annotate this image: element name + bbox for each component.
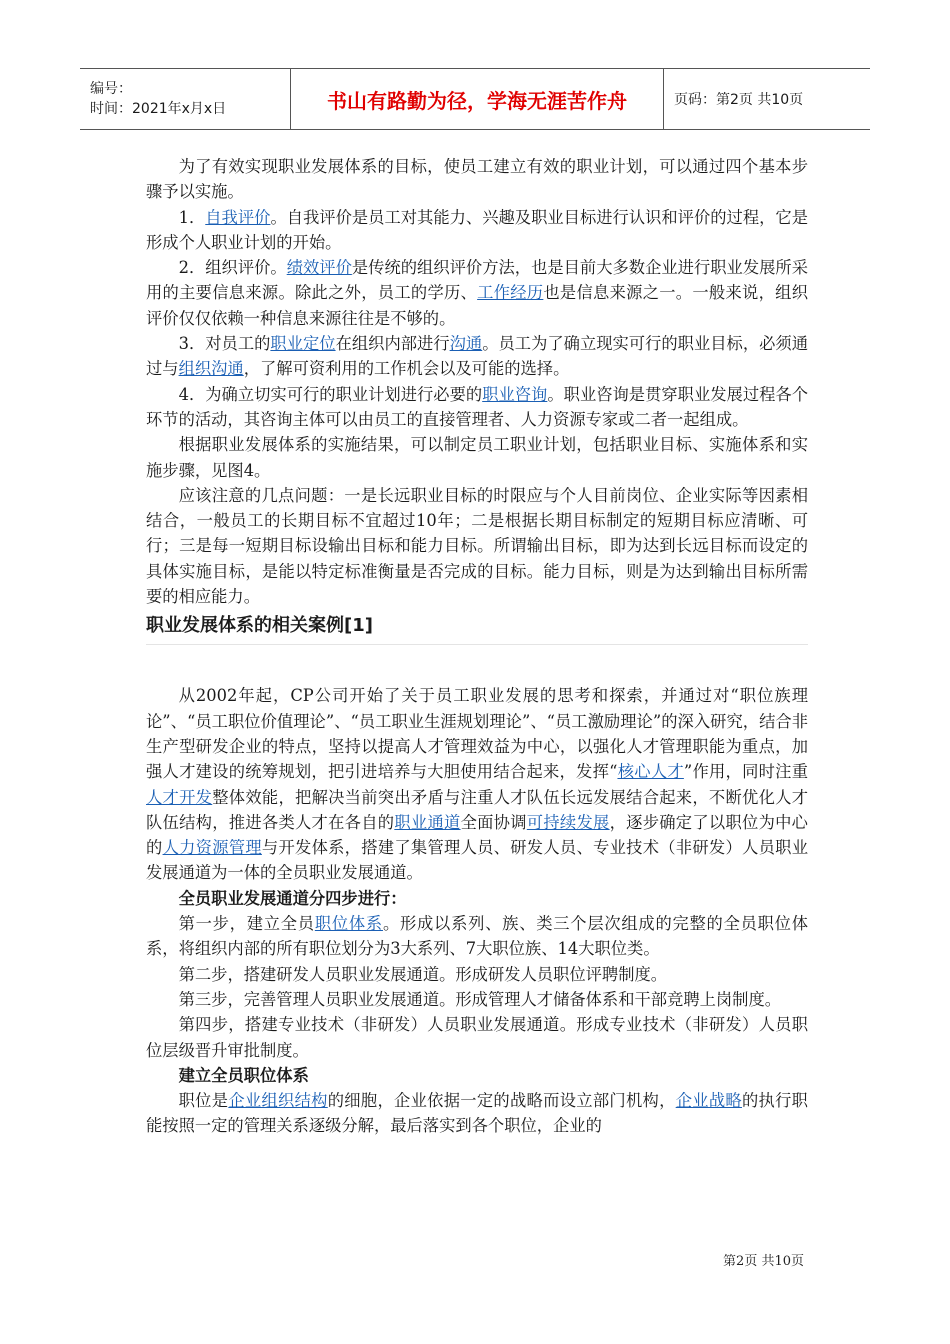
link-career-positioning[interactable]: 职业定位 [270,334,336,354]
subheading-four-steps: 全员职业发展通道分四步进行： [178,888,407,908]
paragraph-step-2: 2．组织评价。绩效评价是传统的组织评价方法，也是目前大多数企业进行职业发展所采用的主要信息来源。除此之外，员工的学历、工作经历也是信息来源之一。一般来说，组织评价仅仅依赖一种信息来源往往是不够的。 [146,258,808,328]
paragraph-third-step: 第三步，完善管理人员职业发展通道。形成管理人才储备体系和干部竞聘上岗制度。 [178,989,782,1009]
header-meta [80,69,291,129]
paragraph-step-3: 3．对员工的职业定位在组织内部进行沟通。员工为了确立现实可行的职业目标，必须通过与组织沟通，了解可资利用的工作机会以及可能的选择。 [146,334,808,379]
link-career-counseling[interactable]: 职业咨询 [482,384,548,404]
paragraph-step-1: 1．自我评价。自我评价是员工对其能力、兴趣及职业目标进行认识和评价的过程，它是形成个人职业计划的开始。 [146,207,808,252]
link-career-channel[interactable]: 职业通道 [394,812,461,832]
paragraph-notes: 应该注意的几点问题：一是长远职业目标的时限应与个人目前岗位、企业实际等因素相结合，一般员工的长期目标不宜超过10年；二是根据长期目标制定的短期目标应清晰、可行；三是每一短期目标设输出目标和能力目标。所谓输出目标，即为达到长远目标而设定的具体实施目标，是能以特定标准衡量是否完成的目标。能力目标，则是为达到输出目标所需要的相应能力。 [146,485,808,607]
paragraph-step-4: 4．为确立切实可行的职业计划进行必要的职业咨询。职业咨询是贯穿职业发展过程各个环节的活动，其咨询主体可以由员工的直接管理者、人力资源专家或二者一起组成。 [146,384,808,429]
link-position-system[interactable]: 职位体系 [314,914,383,934]
link-self-assessment[interactable]: 自我评价 [205,207,271,227]
link-org-structure[interactable]: 企业组织结构 [228,1091,328,1111]
page-header [80,68,870,130]
paragraph-intro: 为了有效实现职业发展体系的目标，使员工建立有效的职业计划，可以通过四个基本步骤予以实施。 [146,157,808,202]
link-enterprise-strategy[interactable]: 企业战略 [675,1091,742,1111]
page-footer: 第2页 共10页 [723,1254,804,1269]
section-spacer [146,645,808,683]
document-body [146,154,808,1139]
link-sustainable-development[interactable]: 可持续发展 [526,812,610,832]
paragraph-position-definition: 职位是企业组织结构的细胞，企业依据一定的战略而设立部门机构，企业战略的执行职能按照一定的管理关系逐级分解，最后落实到各个职位，企业的 [146,1091,808,1136]
link-communication[interactable]: 沟通 [449,334,483,354]
link-core-talent[interactable]: 核心人才 [617,762,684,782]
paragraph-career-plan: 根据职业发展体系的实施结果，可以制定员工职业计划，包括职业目标、实施体系和实施步骤，见图4。 [146,435,808,480]
paragraph-case-intro: 从2002年起，CP公司开始了关于员工职业发展的思考和探索，并通过对“职位族理论”、“员工职位价值理论”、“员工职业生涯规划理论”、“员工激励理论”的深入研究，结合非生产型研发企业的特点，坚持以提高人才管理效益为中心，以强化人才管理职能为重点，加强人才建设的统筹规划，把引进培养与大胆使用结合起来，发挥“核心人才”作用，同时注重人才开发整体效能，把解决当前突出矛盾与注重人才队伍长远发展结合起来，不断优化人才队伍结构，推进各类人才在各自的职业通道全面协调可持续发展，逐步确定了以职位为中心的人力资源管理与开发体系，搭建了集管理人员、研发人员、专业技术（非研发）人员职业发展通道为一体的全员职业发展通道。 [146,686,808,883]
link-work-experience[interactable]: 工作经历 [477,283,544,303]
paragraph-first-step: 第一步，建立全员职位体系。形成以系列、族、类三个层次组成的完整的全员职位体系，将组织内部的所有职位划分为3大系列、7大职位族、14大职位类。 [146,914,808,959]
paragraph-second-step: 第二步，搭建研发人员职业发展通道。形成研发人员职位评聘制度。 [178,964,668,984]
header-page-code: 页码：第2页 共10页 [674,92,804,108]
link-organization-communication[interactable]: 组织沟通 [178,359,244,379]
document-time-label: 时间：2021年x月x日 [90,101,227,117]
section-title: 职业发展体系的相关案例[1] [146,611,808,645]
subheading-position-system: 建立全员职位体系 [178,1065,309,1085]
paragraph-fourth-step: 第四步，搭建专业技术（非研发）人员职业发展通道。形成专业技术（非研发）人员职位层级晋升审批制度。 [146,1015,808,1060]
link-hr-management[interactable]: 人力资源管理 [162,838,262,858]
link-talent-development[interactable]: 人才开发 [146,787,213,807]
link-performance-evaluation[interactable]: 绩效评价 [286,258,352,278]
header-motto: 书山有路勤为径，学海无涯苦作舟 [291,69,664,129]
document-number-label: 编号： [90,81,132,97]
